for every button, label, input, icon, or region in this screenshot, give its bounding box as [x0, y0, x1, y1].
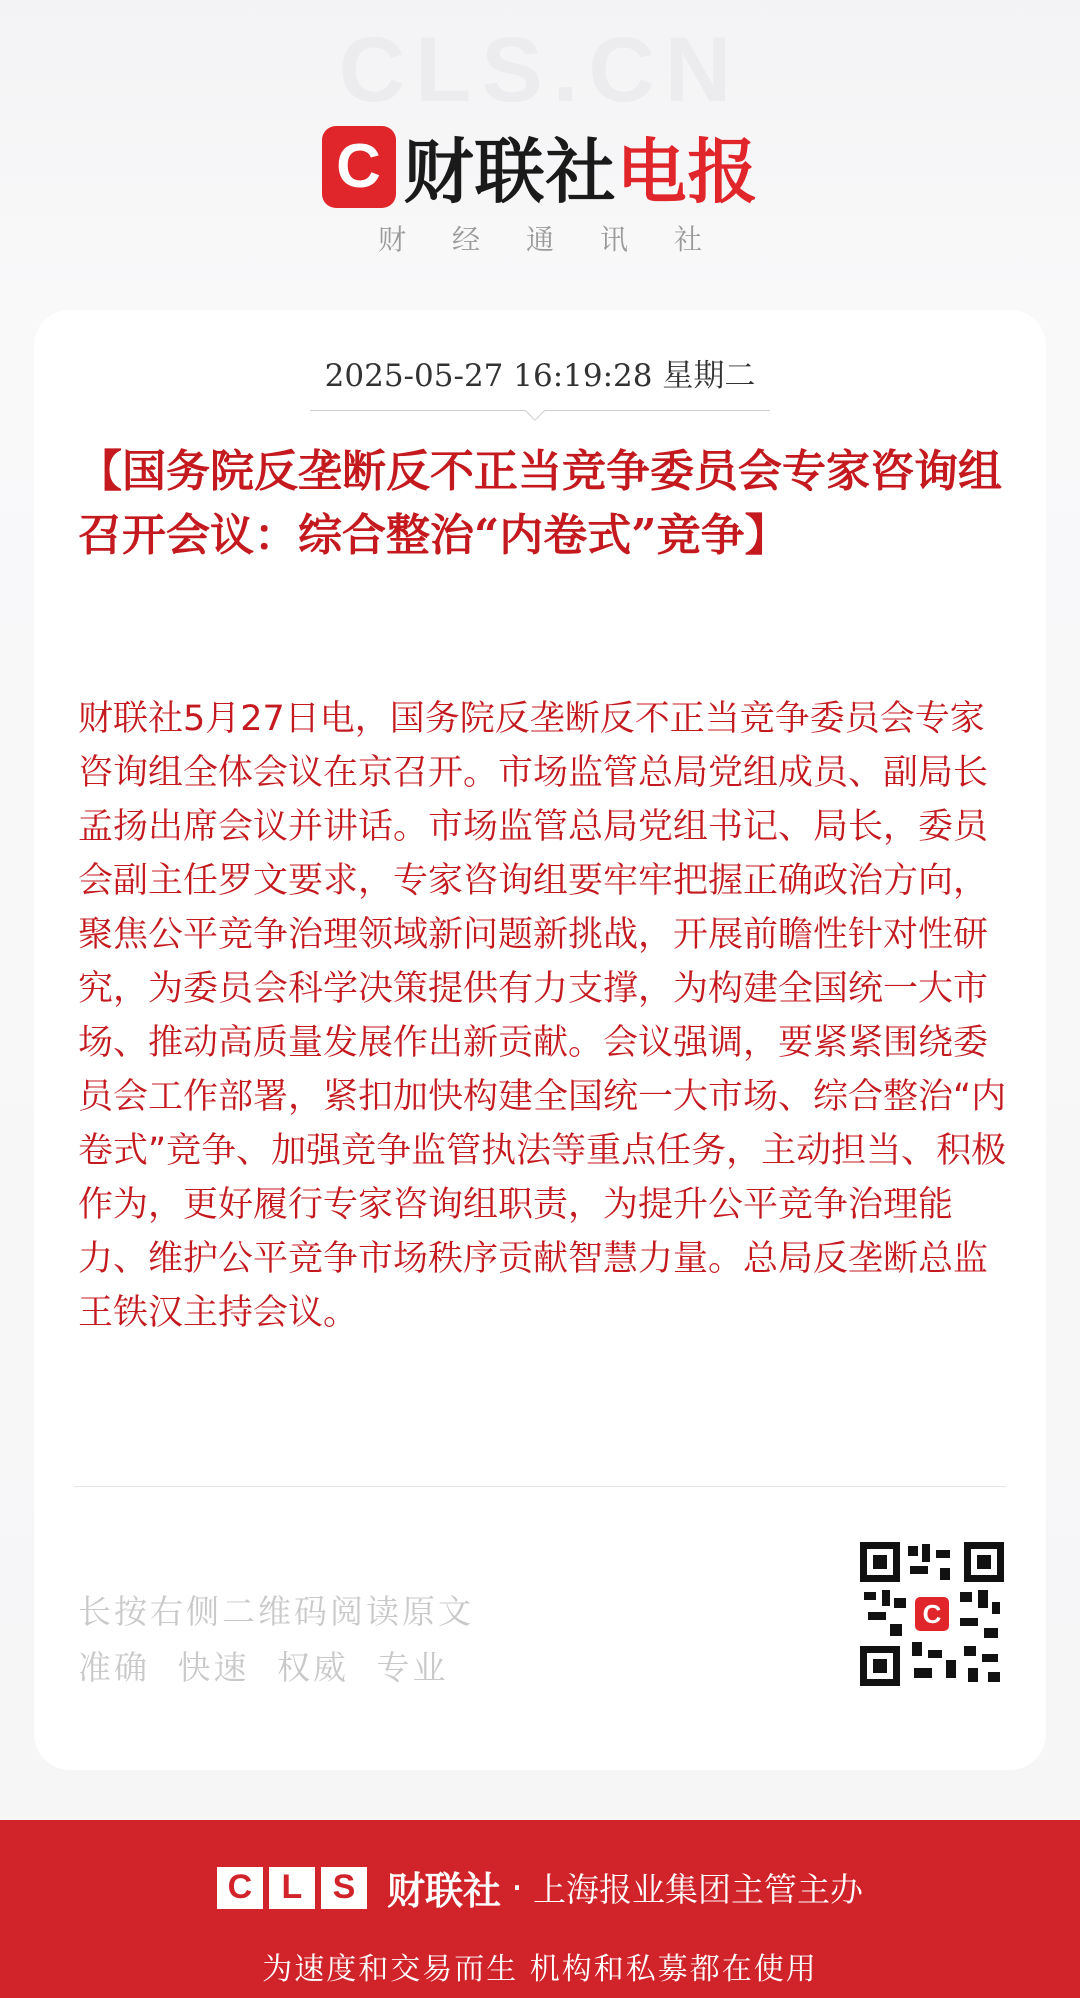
tag-fast: 快速: [177, 1648, 250, 1687]
footer-brand-name: 财联社: [386, 1869, 501, 1913]
cls-letter-c: C: [217, 1867, 263, 1909]
date-divider-notch: [525, 401, 545, 421]
qr-center-logo-icon: C: [912, 1594, 952, 1634]
qr-finder-icon: [964, 1542, 1004, 1582]
article-body: 财联社5月27日电，国务院反垄断反不正当竞争委员会专家咨询组全体会议在京召开。市场监管总局党组成员、副局长孟扬出席会议并讲话。市场监管总局党组书记、局长，委员会副主任罗文要求，专家咨询组要牢牢把握正确政治方向，聚焦公平竞争治理领域新问题新挑战，开展前瞻性针对性研究，为委员会科学决策提供有力支撑，为构建全国统一大市场、推动高质量发展作出新贡献。会议强调，要紧紧围绕委员会工作部署，紧扣加快构建全国统一大市场、综合整治“内卷式”竞争、加强竞争监管执法等重点任务，主动担当、积极作为，更好履行专家咨询组职责，为提升公平竞争治理能力、维护公平竞争市场秩序贡献智慧力量。总局反垄断总监王铁汉主持会议。: [78, 699, 1007, 1333]
footer-organization: 上海报业集团主管主办: [533, 1870, 864, 1909]
qr-finder-icon: [860, 1646, 900, 1686]
brand-name-telegram: 电报: [616, 131, 759, 213]
tag-accurate: 准确: [78, 1648, 150, 1687]
qr-finder-icon: [860, 1542, 900, 1582]
article-headline: 【国务院反垄断反不正当竞争委员会专家咨询组召开会议：综合整治“内卷式”竞争】: [78, 446, 1002, 561]
cls-letter-l: L: [269, 1867, 315, 1909]
qr-code[interactable]: [860, 1542, 1004, 1686]
footer-separator: ·: [510, 1865, 524, 1910]
read-original-hint: 长按右侧二维码阅读原文: [78, 1592, 474, 1631]
tagline: [78, 1642, 463, 1689]
cls-letter-s: S: [321, 1867, 367, 1909]
watermark-text: CLS.CN: [338, 19, 742, 121]
footer-banner: [0, 1820, 1080, 1998]
article-datetime: 2025-05-27 16:19:28 星期二: [324, 358, 756, 394]
card-divider: [74, 1486, 1006, 1487]
article-card: [34, 310, 1046, 1770]
brand-subtitle: 财经通讯社: [377, 223, 748, 256]
footer-slogan: 为速度和交易而生 机构和私募都在使用: [262, 1952, 818, 1987]
brand-name: 财联社: [403, 131, 617, 213]
footer-brand-row: [0, 1860, 1080, 1915]
tag-professional: 专业: [376, 1648, 449, 1687]
cls-logo-icon: C: [322, 126, 396, 208]
brand-header: [0, 116, 1080, 217]
tag-authoritative: 权威: [277, 1648, 349, 1687]
